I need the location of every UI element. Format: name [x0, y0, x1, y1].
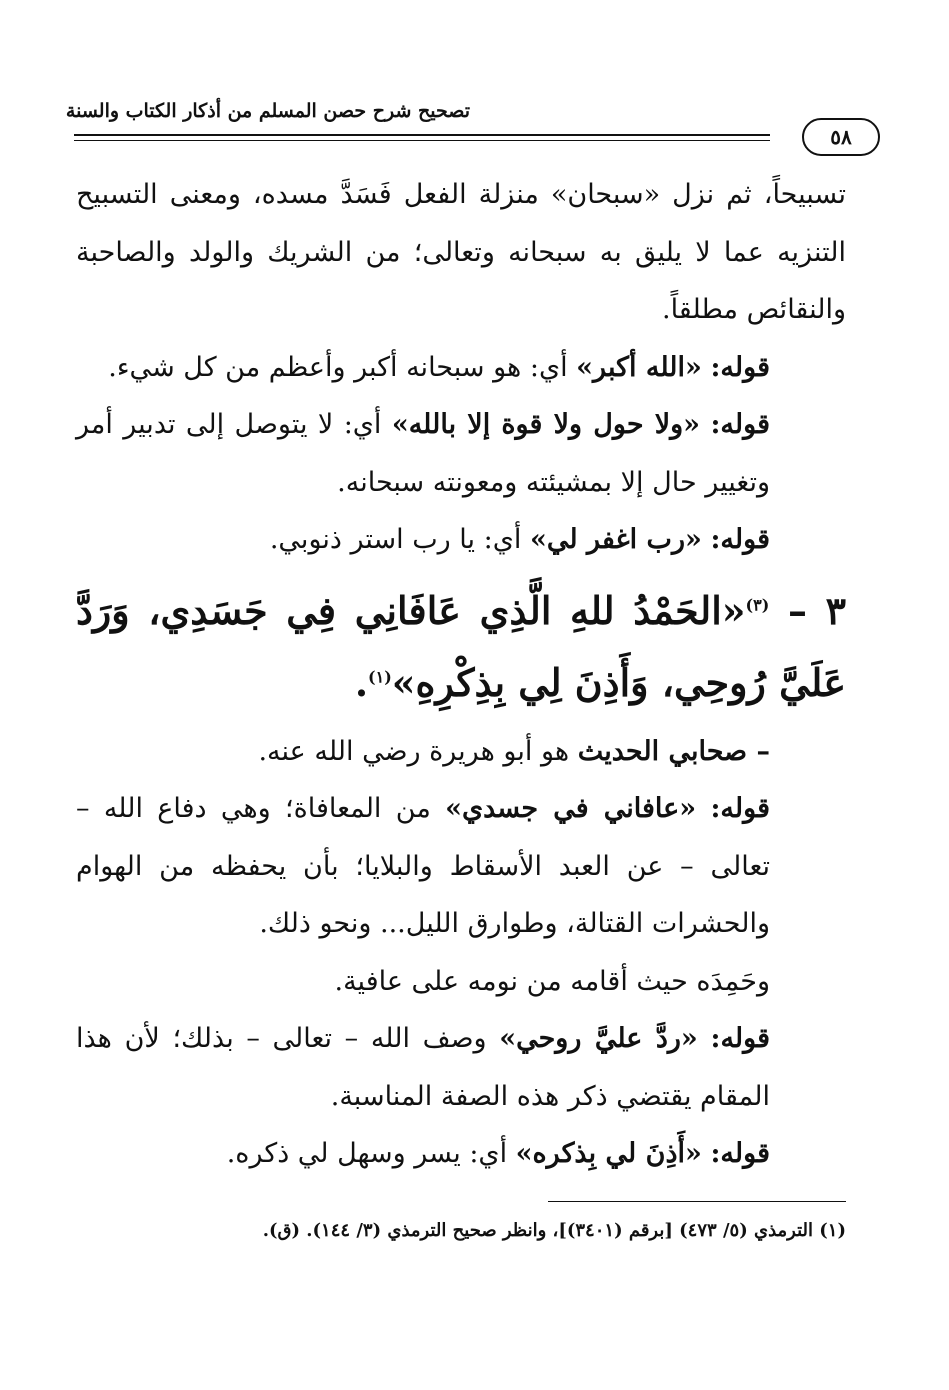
page-number: ٥٨ [802, 118, 880, 156]
quoted-phrase: «ردَّ عليَّ روحي» [499, 1023, 698, 1054]
quoted-phrase: «أَذِنَ لي بِذكره» [515, 1138, 702, 1169]
qawluhu-label: قوله: [710, 351, 770, 383]
hadith-number: ٣ – [787, 587, 846, 633]
header-rule-thick [74, 134, 770, 136]
explanation: وصف الله – تعالى – بذلك؛ لأن هذا المقام يقتضي ذكر هذه الصفة المناسبة. [76, 1023, 770, 1112]
quoted-phrase: «الله أكبر» [576, 351, 702, 383]
footnote-separator [548, 1201, 846, 1202]
explanation: أي: يا رب استر ذنوبي. [269, 524, 530, 555]
paragraph-radda [76, 1010, 846, 1125]
paragraph-sahabi [76, 723, 846, 781]
quoted-phrase: «عافاني في جسدي» [445, 793, 697, 824]
page-header [65, 96, 852, 156]
explanation: أي: لا يتوصل إلى تدبير أمر وتغيير حال إلا بمشيئته ومعونته سبحانه. [76, 409, 770, 498]
qawluhu-label: قوله: [710, 524, 770, 555]
qawluhu-label: قوله: [710, 1138, 770, 1169]
running-title: تصحيح شرح حصن المسلم من أذكار الكتاب والسنة [65, 100, 470, 122]
hadith-reference: (٣) [745, 594, 770, 614]
sahabi-label: – صحابي الحديث [577, 735, 770, 767]
qawluhu-label: قوله: [710, 1023, 771, 1054]
footnote-marker: (١) [368, 666, 392, 686]
paragraph-hamidahu: وحَمِدَه حيث أقامه من نومه على عافية. [334, 965, 770, 997]
explanation: أي: يسر وسهل لي ذكره. [226, 1138, 516, 1169]
qawluhu-label: قوله: [710, 409, 770, 440]
paragraph-aafani [76, 780, 846, 953]
hadith-end: . [354, 659, 369, 705]
paragraph-rabbighfirli [76, 511, 846, 569]
quoted-phrase: «ولا حول ولا قوة إلا بالله» [391, 409, 701, 440]
header-rule-thin [74, 140, 770, 141]
footnote: (١) الترمذي (٥/ ٤٧٣) [برقم (٣٤٠١)]، وانظر صحيح الترمذي (٣/ ١٤٤). (ق). [262, 1220, 846, 1241]
hadith-heading [76, 575, 846, 719]
explanation: من المعافاة؛ وهي دفاع الله – تعالى – عن العبد الأسقاط والبلايا؛ بأن يحفظه من الهوام والحشرات القتالة، وطوارق الليل... ونحو ذلك. [76, 793, 770, 939]
paragraph-la-hawla [76, 396, 846, 511]
explanation: هو أبو هريرة رضي الله عنه. [258, 735, 578, 767]
hadith-text: «الحَمْدُ للهِ الَّذِي عَافَانِي فِي جَسَدِي، وَرَدَّ عَلَيَّ رُوحِي، وَأَذِنَ لِي بِذِكْرِهِ» [76, 587, 846, 705]
paragraph-allahu-akbar [76, 339, 846, 397]
paragraph-tasbih: تسبيحاً، ثم نزل «سبحان» منزلة الفعل فَسَدَّ مسده، ومعنى التسبيح التنزيه عما لا يليق به سبحانه وتعالى؛ من الشريك والولد والصاحبة والنقائص مطلقاً. [76, 179, 846, 325]
main-text [76, 166, 846, 1183]
qawluhu-label: قوله: [710, 793, 770, 824]
paragraph-adhina [76, 1125, 846, 1183]
quoted-phrase: «رب اغفر لي» [529, 524, 702, 555]
explanation: أي: هو سبحانه أكبر وأعظم من كل شيء. [108, 351, 577, 383]
